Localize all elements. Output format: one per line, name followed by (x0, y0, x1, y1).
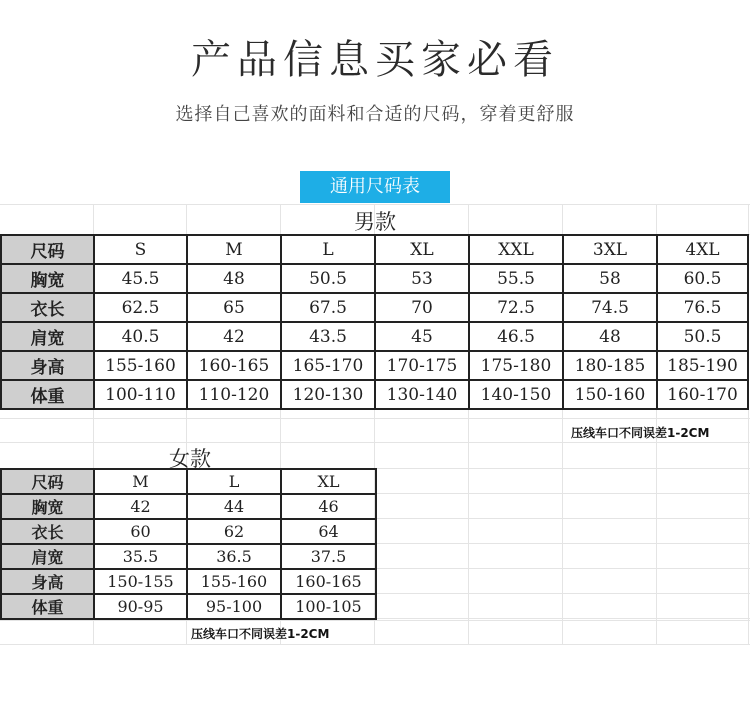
table-cell: 165-170 (281, 351, 375, 380)
table-cell: 76.5 (657, 293, 748, 322)
table-cell: XL (375, 235, 469, 264)
table-cell: 155-160 (94, 351, 187, 380)
table-cell: 72.5 (469, 293, 563, 322)
grid-line (375, 593, 750, 594)
table-cell: L (187, 469, 281, 494)
table-cell: 35.5 (94, 544, 187, 569)
grid-line (375, 518, 750, 519)
page-title: 产品信息买家必看 (191, 37, 559, 83)
table-cell: 36.5 (187, 544, 281, 569)
table-cell: 180-185 (563, 351, 657, 380)
page-subtitle: 选择自己喜欢的面料和合适的尺码，穿着更舒服 (175, 104, 575, 125)
table-cell: XXL (469, 235, 563, 264)
men-table-caption: 男款 (354, 210, 396, 234)
table-cell: 3XL (563, 235, 657, 264)
table-row (1, 322, 748, 351)
table-cell: 160-165 (187, 351, 281, 380)
table-row (1, 494, 376, 519)
table-row (1, 235, 748, 264)
grid-line (375, 493, 750, 494)
table-cell: 42 (94, 494, 187, 519)
grid-line (0, 620, 750, 621)
table-cell: 160-170 (657, 380, 748, 409)
table-cell: 155-160 (187, 569, 281, 594)
row-header: 衣长 (1, 519, 94, 544)
women-tolerance-note: 压线车口不同误差1-2CM (191, 627, 330, 641)
table-cell: 46.5 (469, 322, 563, 351)
table-cell: 110-120 (187, 380, 281, 409)
table-row (1, 544, 376, 569)
row-header: 体重 (1, 594, 94, 619)
table-row (1, 594, 376, 619)
table-cell: 60.5 (657, 264, 748, 293)
table-cell: 130-140 (375, 380, 469, 409)
table-row (1, 569, 376, 594)
table-cell: M (94, 469, 187, 494)
table-cell: 48 (187, 264, 281, 293)
row-header: 尺码 (1, 235, 94, 264)
men-tolerance-note: 压线车口不同误差1-2CM (571, 426, 710, 440)
grid-line (0, 418, 750, 419)
table-cell: 100-110 (94, 380, 187, 409)
table-cell: 42 (187, 322, 281, 351)
women-size-table (0, 468, 377, 620)
row-header: 肩宽 (1, 544, 94, 569)
table-cell: 170-175 (375, 351, 469, 380)
row-header: 体重 (1, 380, 94, 409)
size-chart-badge: 通用尺码表 (300, 171, 450, 203)
table-cell: 50.5 (657, 322, 748, 351)
row-header: 身高 (1, 569, 94, 594)
table-cell: 46 (281, 494, 376, 519)
table-cell: 62 (187, 519, 281, 544)
table-row (1, 519, 376, 544)
table-cell: 40.5 (94, 322, 187, 351)
table-cell: 60 (94, 519, 187, 544)
table-cell: 48 (563, 322, 657, 351)
men-size-table (0, 234, 749, 410)
grid-line (375, 618, 750, 619)
table-cell: 65 (187, 293, 281, 322)
table-cell: 150-155 (94, 569, 187, 594)
row-header: 胸宽 (1, 264, 94, 293)
table-cell: 100-105 (281, 594, 376, 619)
grid-line (375, 543, 750, 544)
table-cell: 55.5 (469, 264, 563, 293)
grid-line (0, 204, 750, 205)
table-cell: S (94, 235, 187, 264)
table-cell: 70 (375, 293, 469, 322)
table-cell: 58 (563, 264, 657, 293)
row-header: 肩宽 (1, 322, 94, 351)
table-cell: 37.5 (281, 544, 376, 569)
row-header: 胸宽 (1, 494, 94, 519)
table-cell: 4XL (657, 235, 748, 264)
table-row (1, 264, 748, 293)
table-cell: 53 (375, 264, 469, 293)
grid-line (375, 568, 750, 569)
table-cell: 43.5 (281, 322, 375, 351)
table-cell: XL (281, 469, 376, 494)
table-cell: 74.5 (563, 293, 657, 322)
row-header: 衣长 (1, 293, 94, 322)
table-cell: 140-150 (469, 380, 563, 409)
table-cell: L (281, 235, 375, 264)
women-table-caption: 女款 (169, 447, 211, 471)
row-header: 尺码 (1, 469, 94, 494)
table-cell: 95-100 (187, 594, 281, 619)
table-row (1, 469, 376, 494)
table-cell: 64 (281, 519, 376, 544)
table-cell: M (187, 235, 281, 264)
table-cell: 90-95 (94, 594, 187, 619)
grid-line (0, 644, 750, 645)
table-cell: 120-130 (281, 380, 375, 409)
table-cell: 185-190 (657, 351, 748, 380)
table-cell: 62.5 (94, 293, 187, 322)
table-cell: 45.5 (94, 264, 187, 293)
table-row (1, 380, 748, 409)
table-row (1, 351, 748, 380)
table-row (1, 293, 748, 322)
table-cell: 150-160 (563, 380, 657, 409)
row-header: 身高 (1, 351, 94, 380)
table-cell: 175-180 (469, 351, 563, 380)
grid-line (0, 442, 750, 443)
table-cell: 45 (375, 322, 469, 351)
table-cell: 160-165 (281, 569, 376, 594)
table-cell: 67.5 (281, 293, 375, 322)
table-cell: 44 (187, 494, 281, 519)
table-cell: 50.5 (281, 264, 375, 293)
